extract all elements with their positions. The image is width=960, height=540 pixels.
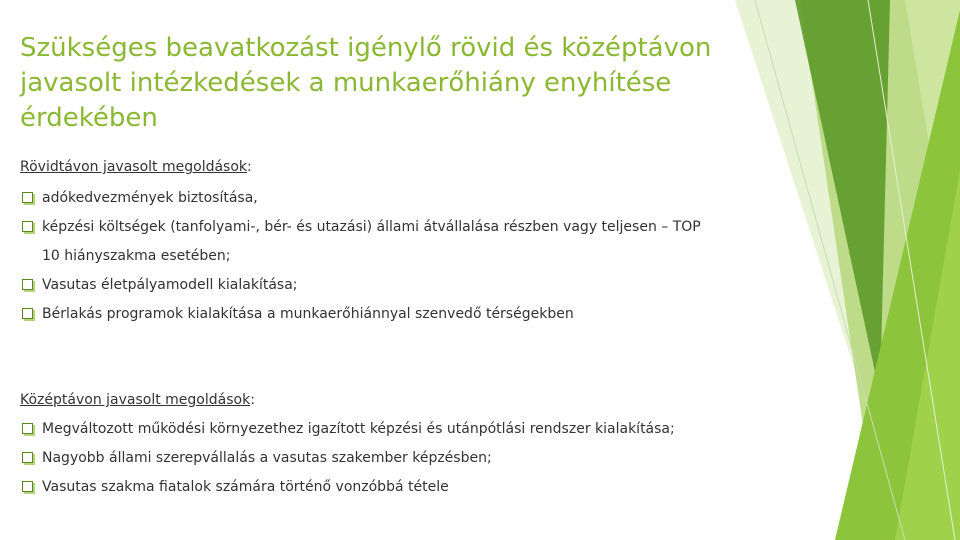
checkbox-bullet-icon [22, 192, 33, 203]
mid-term-heading [20, 390, 255, 410]
list-item-text: Bérlakás programok kialakítása a munkaerőhiánnyal szenvedő térségekben [42, 306, 574, 322]
list-item-text: Vasutas szakma fiatalok számára történő vonzóbbá tétele [42, 479, 449, 495]
checkbox-bullet-icon [22, 221, 33, 232]
mid-term-heading-text: Középtávon javasolt megoldások [20, 392, 251, 408]
checkbox-bullet-icon [22, 279, 33, 290]
short-term-heading-colon: : [247, 159, 252, 175]
mid-term-heading-colon: : [250, 392, 255, 408]
checkbox-bullet-icon [22, 452, 33, 463]
list-item-text: adókedvezmények biztosítása, [42, 190, 258, 206]
list-item-text: képzési költségek (tanfolyami-, bér- és utazási) állami átvállalása részben vagy teljesen – TOP [42, 219, 701, 235]
list-item-continuation: 10 hiányszakma esetében; [42, 248, 231, 264]
checkbox-bullet-icon [22, 423, 33, 434]
checkbox-bullet-icon [22, 481, 33, 492]
short-term-heading-text: Rövidtávon javasolt megoldások [20, 159, 248, 175]
list-item-text: Vasutas életpályamodell kialakítása; [42, 277, 298, 293]
list-item-text: Megváltozott működési környezethez igazított képzési és utánpótlási rendszer kialakítása; [42, 421, 675, 437]
list-item-text: Nagyobb állami szerepvállalás a vasutas szakember képzésben; [42, 450, 492, 466]
short-term-heading [20, 157, 252, 177]
slide-title: Szükséges beavatkozást igénylő rövid és középtávon javasolt intézkedések a munkaerőhiány enyhítése érdekében [20, 33, 712, 133]
checkbox-bullet-icon [22, 308, 33, 319]
